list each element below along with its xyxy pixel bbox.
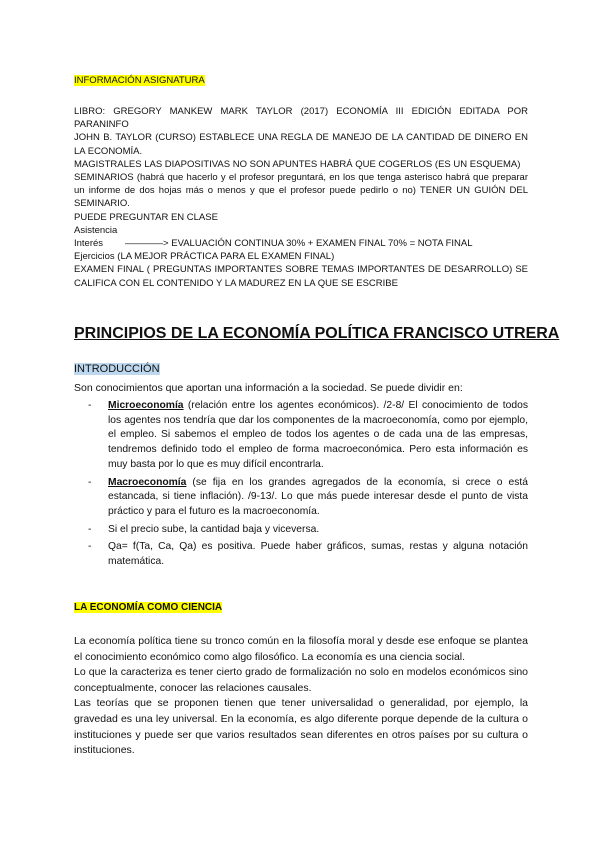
bullet-dash: - xyxy=(88,523,92,535)
ciencia-paragraph: La economía política tiene su tronco común en la filosofía moral y desde ese enfoque se plantea el conocimiento económico como algo filosófico. La economía es una ciencia social. xyxy=(74,635,528,663)
list-item xyxy=(88,523,528,538)
bullet-text: Si el precio sube, la cantidad baja y viceversa. xyxy=(108,523,320,535)
ciencia-paragraph: Lo que la caracteriza es tener cierto grado de formalización no solo en modelos económicos sino conceptualmente, conocer las relaciones causales. xyxy=(74,666,528,694)
ciencia-paragraph: Las teorías que se proponen tienen que tener universalidad o generalidad, por ejemplo, la gravedad es una ley universal. En la economía, es algo diferente porque depende de la cultura o instituciones y puede ser que varios resultados sean diferentes en otros países por su cultura o instituciones. xyxy=(74,697,528,757)
bullet-dash: - xyxy=(88,400,92,411)
info-heading-text: INFORMACIÓN ASIGNATURA xyxy=(74,75,205,86)
info-asistencia: Asistencia xyxy=(74,224,118,236)
info-interes xyxy=(74,237,528,250)
info-seminarios: SEMINARIOS (habrá que hacerlo y el profesor preguntará, en los que tenga asterisco habrá que preparar un informe de dos hojas más o menos y que el profesor puede pedirlo o no) TENER UN GUIÓN DEL SEMINARIO. xyxy=(74,172,528,210)
bullet-text: Qa= f(Ta, Ca, Qa) es positiva. Puede haber gráficos, sumas, restas y alguna notación matemática. xyxy=(108,541,528,568)
intro-heading xyxy=(74,362,160,376)
info-ejercicios: Ejercicios (LA MEJOR PRÁCTICA PARA EL EXAMEN FINAL) xyxy=(74,251,335,263)
info-interes-value: ————> EVALUACIÓN CONTINUA 30% + EXAMEN FINAL 70% = NOTA FINAL xyxy=(125,238,473,250)
bullet-dash: - xyxy=(88,476,92,488)
bullet-term: Macroeconomía xyxy=(108,476,187,488)
info-magistrales: MAGISTRALES LAS DIAPOSITIVAS NO SON APUNTES HABRÁ QUE COGERLOS (ES UN ESQUEMA) xyxy=(74,158,521,170)
intro-heading-text: INTRODUCCIÓN xyxy=(74,363,160,375)
page-title: PRINCIPIOS DE LA ECONOMÍA POLÍTICA FRANCISCO UTRERA xyxy=(74,325,560,342)
list-item xyxy=(88,399,528,473)
bullet-text: (relación entre los agentes económicos). /2-8/ El conocimiento de todos los agentes nos tendría que dar los componentes de la macroeconomía, como por ejemplo, el empleo. Si sabemos el empleo de todos los agentes o de cada una de las empresas, tendremos definido todo el empleo de forma macroeconómica. Pero esta información es muy basta por lo que es muy difícil encontrarla. xyxy=(108,400,528,470)
list-item xyxy=(88,540,528,569)
bullet-dash: - xyxy=(88,541,92,553)
info-libro: LIBRO: GREGORY MANKEW MARK TAYLOR (2017) ECONOMÍA III EDICIÓN EDITADA POR PARANINFO xyxy=(74,106,528,131)
info-heading xyxy=(74,74,205,87)
intro-text: Son conocimientos que aportan una información a la sociedad. Se puede dividir en: xyxy=(74,382,463,394)
ciencia-block xyxy=(74,634,528,759)
bullet-text: (se fija en los grandes agregados de la economía, si crece o está estancada, si tiene inflación). /9-13/. Lo que más puede interesar desde el punto de vista práctico y para el futuro es la macroeconomía. xyxy=(108,476,528,517)
ciencia-heading-text: LA ECONOMÍA COMO CIENCIA xyxy=(74,602,223,613)
intro-bullet-list xyxy=(88,399,528,573)
info-examen: EXAMEN FINAL ( PREGUNTAS IMPORTANTES SOBRE TEMAS IMPORTANTES DE DESARROLLO) SE CALIFICA CON EL CONTENIDO Y LA MADUREZ EN LA QUE SE ESCRIBE xyxy=(74,264,528,289)
info-block xyxy=(74,105,528,290)
list-item xyxy=(88,476,528,520)
bullet-term: Microeconomía xyxy=(108,400,184,411)
info-interes-label: Interés xyxy=(74,238,104,250)
info-preguntar: PUEDE PREGUNTAR EN CLASE xyxy=(74,211,218,223)
info-taylor: JOHN B. TAYLOR (CURSO) ESTABLECE UNA REGLA DE MANEJO DE LA CANTIDAD DE DINERO EN LA ECONOMÍA. xyxy=(74,132,528,157)
ciencia-heading xyxy=(74,601,222,615)
